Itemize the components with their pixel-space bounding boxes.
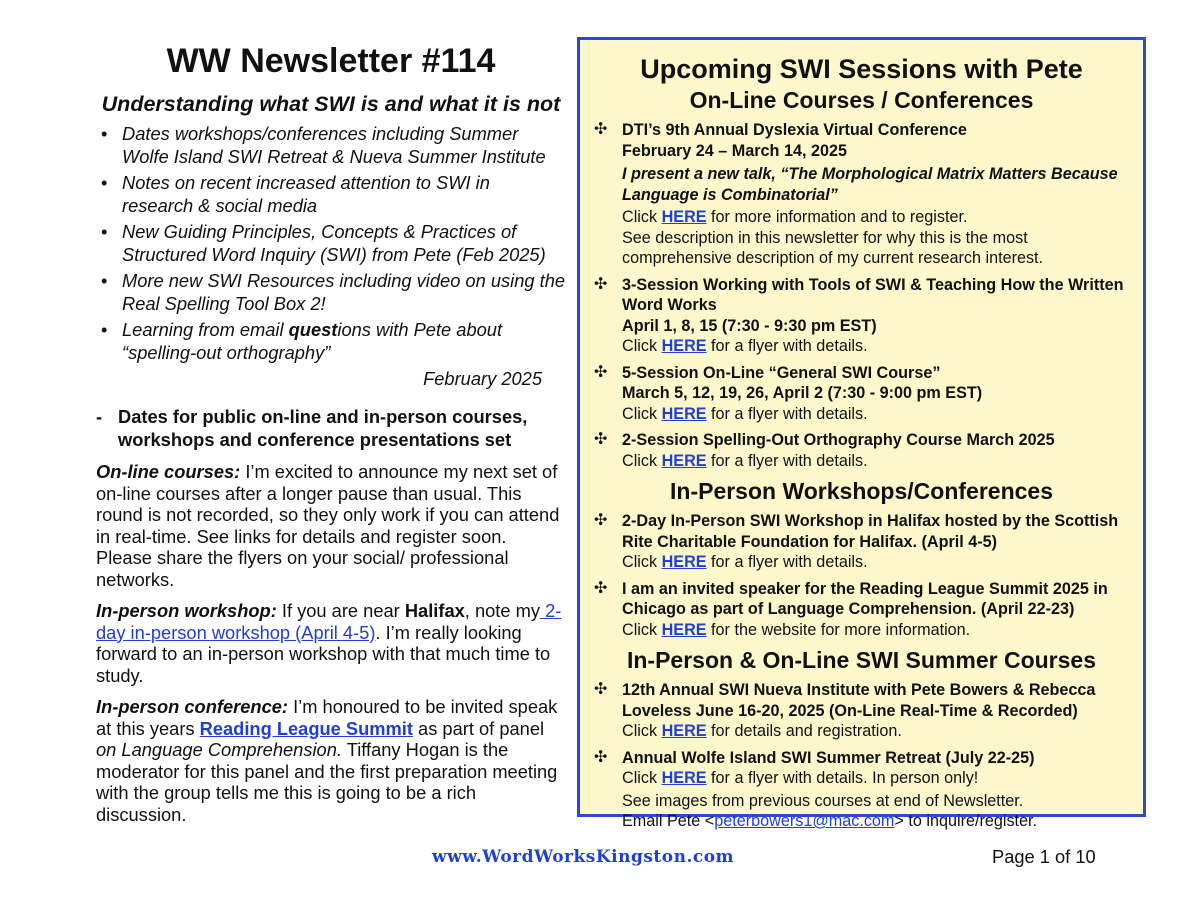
entry-two-session: ✣ 2-Session Spelling-Out Orthography Course March 2025 Click HERE for a flyer with details.: [594, 431, 1055, 470]
wolfe-here-link[interactable]: HERE: [661, 769, 707, 787]
entry-reading-league: ✣ I am an invited speaker for the Reading League Summit 2025 in Chicago as part of Language Comprehension. (April 22-23) Click HERE for the website for more information.: [594, 579, 1108, 639]
entry-dti-conference: ✣ DTI’s 9th Annual Dyslexia Virtual Conference February 24 – March 14, 2025 I present a new talk, “The Morphological Matrix Matters Because Language is Combinatorial” Click HERE for more information and to register. See description in this newsletter for why this is the most comprehensive description of my current research interest.: [594, 121, 1118, 267]
nueva-here-link[interactable]: HERE: [661, 722, 707, 740]
cross-bullet-icon: ✣: [594, 275, 608, 293]
online-courses-paragraph: On-line courses: I’m excited to announce my next set of on-line courses after a longer pause than usual. This round is not recorded, so they only work if you can attend in real-time. See links for details and register soon. Please share the flyers on your social/ professional networks.: [96, 461, 560, 590]
dash-marker: -: [96, 406, 103, 427]
five-session-here-link[interactable]: HERE: [661, 404, 707, 423]
reading-league-link[interactable]: Reading League Summit: [199, 717, 413, 739]
email-link[interactable]: peterbowers1@mac.com: [714, 812, 895, 830]
halifax-workshop-link[interactable]: 2-day in-person workshop (April 4-5): [96, 600, 562, 643]
entry-three-session: ✣ 3-Session Working with Tools of SWI & Teaching How the Written Word Works April 1, 8, 15 (7:30 - 9:30 pm EST) Click HERE for a flyer with details.: [594, 275, 1124, 355]
halifax-here-link[interactable]: HERE: [661, 553, 707, 571]
upcoming-sessions-box: [577, 37, 1146, 830]
entry-five-session: ✣ 5-Session On-Line “General SWI Course” March 5, 12, 19, 26, April 2 (7:30 - 9:00 pm EST) Click HERE for a flyer with details.: [594, 363, 983, 423]
website-link[interactable]: www.WordWorksKingston.com: [432, 847, 735, 867]
league-here-link[interactable]: HERE: [661, 620, 707, 639]
cross-bullet-icon: ✣: [594, 681, 608, 698]
bullet-icon: •: [101, 172, 108, 193]
cross-bullet-icon: ✣: [594, 579, 608, 597]
cross-bullet-icon: ✣: [594, 121, 608, 138]
list-item: • New Guiding Principles, Concepts & Practices of Structured Word Inquiry (SWI) from Pete (Feb 2025): [101, 221, 546, 265]
section-title-inperson: In-Person Workshops/Conferences: [670, 478, 1053, 504]
list-item: • Dates workshops/conferences including Summer Wolfe Island SWI Retreat & Nueva Summer Institute: [101, 123, 546, 167]
cross-bullet-icon: ✣: [594, 363, 608, 381]
issue-date: February 2025: [423, 368, 542, 389]
section-title-online: On-Line Courses / Conferences: [689, 87, 1034, 113]
bullet-icon: •: [101, 319, 108, 340]
cross-bullet-icon: ✣: [594, 748, 608, 766]
entry-nueva-institute: ✣ 12th Annual SWI Nueva Institute with Pete Bowers & Rebecca Loveless June 16-20, 2025 (On-Line Real-Time & Recorded) Click HERE for details and registration.: [594, 681, 1096, 740]
two-session-here-link[interactable]: HERE: [661, 451, 707, 470]
inperson-conference-paragraph: In-person conference: I’m honoured to be invited speak at this years Reading League Summit as part of panel on Language Comprehension. Tiffany Hogan is the moderator for this panel and the first preparation meeting with the group tells me this is going to be a rich discussion.: [96, 696, 558, 825]
dti-here-link[interactable]: HERE: [661, 208, 707, 226]
page-number: Page 1 of 10: [992, 846, 1096, 867]
box-title: Upcoming SWI Sessions with Pete: [640, 54, 1083, 84]
entry-halifax-workshop: ✣ 2-Day In-Person SWI Workshop in Halifax hosted by the Scottish Rite Charitable Foundation for Halifax. (April 4-5) Click HERE for a flyer with details.: [594, 512, 1119, 571]
left-column: [96, 40, 566, 825]
newsletter-subtitle: Understanding what SWI is and what it is not: [101, 92, 561, 116]
section-title-summer: In-Person & On-Line SWI Summer Courses: [626, 647, 1097, 673]
list-item: • Notes on recent increased attention to SWI in research & social media: [101, 172, 490, 216]
bullet-icon: •: [101, 123, 108, 144]
list-item: • Learning from email questions with Pete about “spelling-out orthography”: [101, 319, 503, 363]
cross-bullet-icon: ✣: [594, 431, 608, 448]
cross-bullet-icon: ✣: [594, 512, 608, 529]
bullet-icon: •: [101, 221, 108, 242]
dates-heading: - Dates for public on-line and in-person courses, workshops and conference presentations set: [96, 406, 528, 450]
bullet-icon: •: [101, 270, 108, 291]
list-item: • More new SWI Resources including video on using the Real Spelling Tool Box 2!: [101, 270, 566, 314]
newsletter-title: WW Newsletter #114: [166, 42, 496, 80]
entry-wolfe-island: ✣ Annual Wolfe Island SWI Summer Retreat (July 22-25) Click HERE for a flyer with details. In person only! See images from previous courses at end of Newsletter. Email Pete <peterbowers1@mac.com> to inquire/register.: [594, 748, 1038, 830]
inperson-workshop-paragraph: In-person workshop: If you are near Halifax, note my 2-day in-person workshop (April 4-5). I’m really looking forward to an in-person workshop with that much time to study.: [96, 600, 562, 686]
three-session-here-link[interactable]: HERE: [661, 337, 707, 355]
contents-list: [96, 122, 566, 364]
